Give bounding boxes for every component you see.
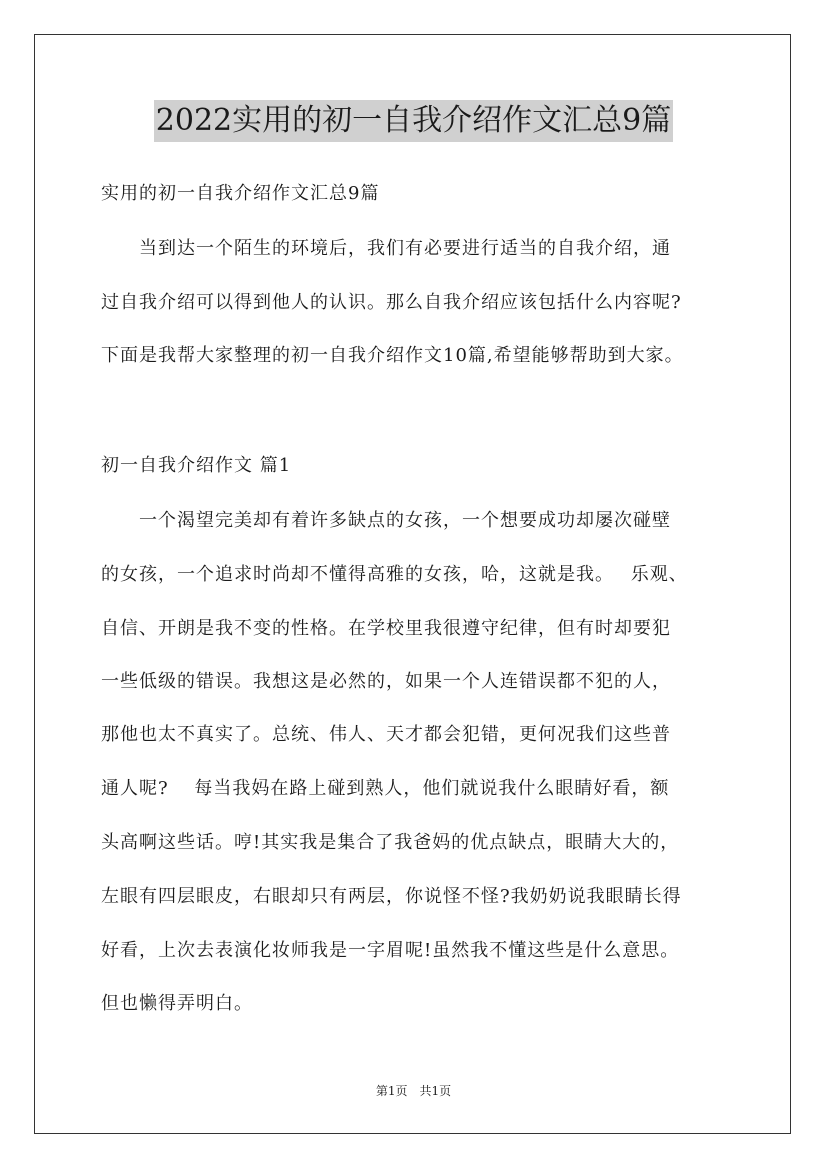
- body-line: 通人呢? 每当我妈在路上碰到熟人，他们就说我什么眼睛好看，额: [101, 778, 670, 799]
- title-container: [0, 100, 827, 142]
- document-title: 2022实用的初一自我介绍作文汇总9篇: [154, 100, 673, 142]
- page-footer: 第1页 共1页: [375, 1084, 452, 1098]
- body-line: 那他也太不真实了。总统、伟人、天才都会犯错，更何况我们这些普: [101, 724, 671, 745]
- body-line: 但也懒得弄明白。: [101, 993, 253, 1014]
- body-line: 左眼有四层眼皮，右眼却只有两层，你说怪不怪?我奶奶说我眼睛长得: [101, 886, 682, 907]
- body-line: 一个渴望完美却有着许多缺点的女孩，一个想要成功却屡次碰壁: [101, 510, 671, 531]
- body-line: 头高啊这些话。哼!其实我是集合了我爸妈的优点缺点，眼睛大大的，: [101, 832, 680, 853]
- body-line: 好看，上次去表演化妆师我是一字眉呢!虽然我不懂这些是什么意思。: [101, 940, 680, 961]
- intro-line: 过自我介绍可以得到他人的认识。那么自我介绍应该包括什么内容呢?: [101, 292, 682, 313]
- body-line: 一些低级的错误。我想这是必然的，如果一个人连错误都不犯的人，: [101, 671, 671, 692]
- body-line: 的女孩，一个追求时尚却不懂得高雅的女孩，哈，这就是我。 乐观、: [101, 564, 688, 585]
- section-heading: 初一自我介绍作文 篇1: [101, 455, 292, 476]
- intro-line: 下面是我帮大家整理的初一自我介绍作文10篇,希望能够帮助到大家。: [101, 345, 684, 366]
- body-line: 自信、开朗是我不变的性格。在学校里我很遵守纪律，但有时却要犯: [101, 618, 671, 639]
- intro-line: 当到达一个陌生的环境后，我们有必要进行适当的自我介绍，通: [101, 238, 671, 259]
- subtitle: 实用的初一自我介绍作文汇总9篇: [101, 183, 380, 204]
